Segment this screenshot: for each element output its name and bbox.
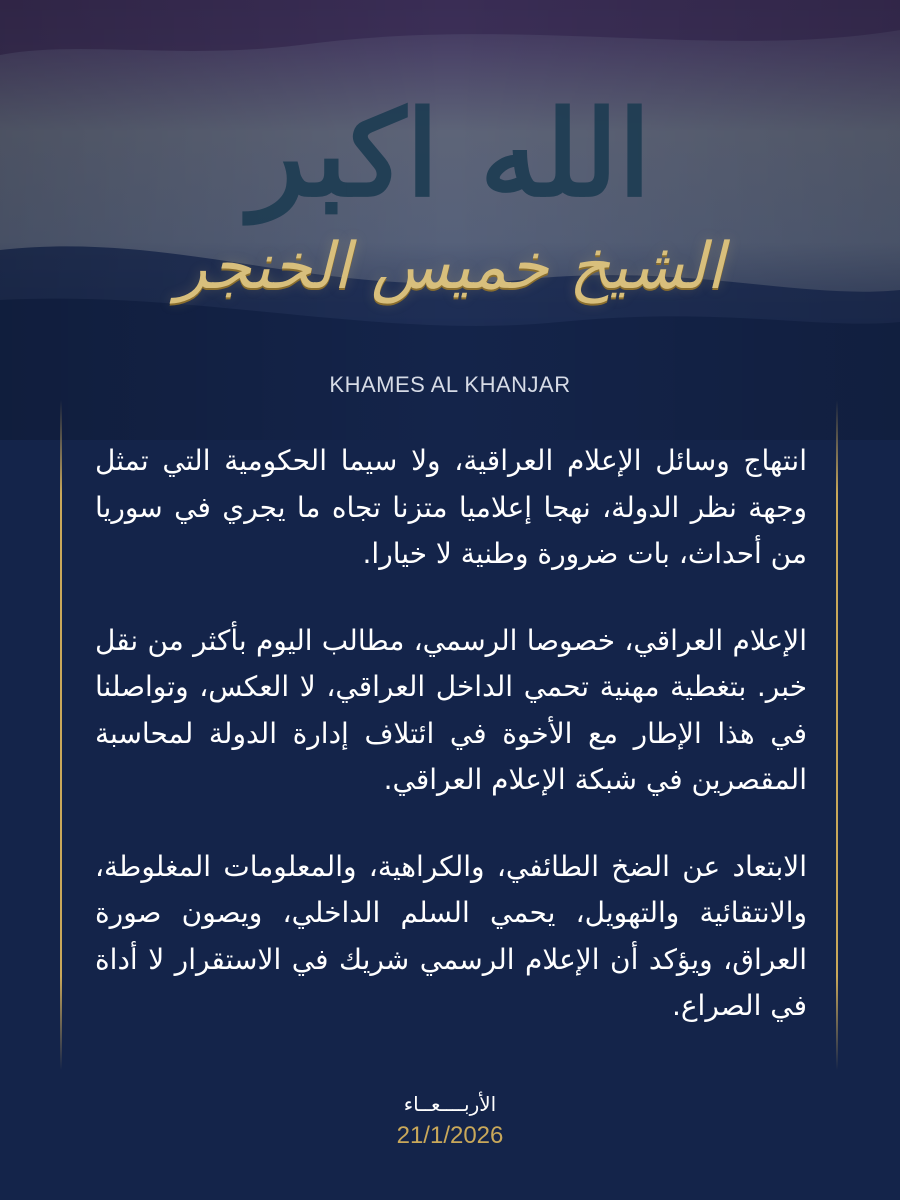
footer-date: 21/1/2026 <box>396 1122 504 1149</box>
frame-line-left <box>60 400 62 1070</box>
statement-paragraph-2: الإعلام العراقي، خصوصا الرسمي، مطالب اليوم بأكثر من نقل خبر. بتغطية مهنية تحمي الداخل العراقي، لا العكس، وتواصلنا في هذا الإطار مع الأخوة في ائتلاف إدارة الدولة لمحاسبة المقصرين في شبكة الإعلام العراقي. <box>95 623 807 796</box>
statement-paragraph-3: الابتعاد عن الضخ الطائفي، والكراهية، والمعلومات المغلوطة، والانتقائية والتهويل، يحمي السلم الداخلي، ويصون صورة العراق، ويؤكد أن الإعلام الرسمي شريك في الاستقرار لا أداة في الصراع. <box>95 849 807 1022</box>
logo-latin-name: KHAMES AL KHANJAR <box>329 372 571 397</box>
statement-body <box>95 438 807 1030</box>
logo-arabic-name: الشيخ خميس الخنجر <box>176 230 724 304</box>
statement-paragraph-1: انتهاج وسائل الإعلام العراقية، ولا سيما الحكومية التي تمثل وجهة نظر الدولة، نهجا إعلاميا متزنا تجاه ما يجري في سوريا من أحداث، بات ضرورة وطنية لا خيارا. <box>95 444 807 570</box>
frame-line-right <box>836 400 838 1070</box>
footer-day: الأربــــعــاء <box>403 1092 497 1116</box>
flag-script-text: الله اكبر <box>249 84 651 223</box>
